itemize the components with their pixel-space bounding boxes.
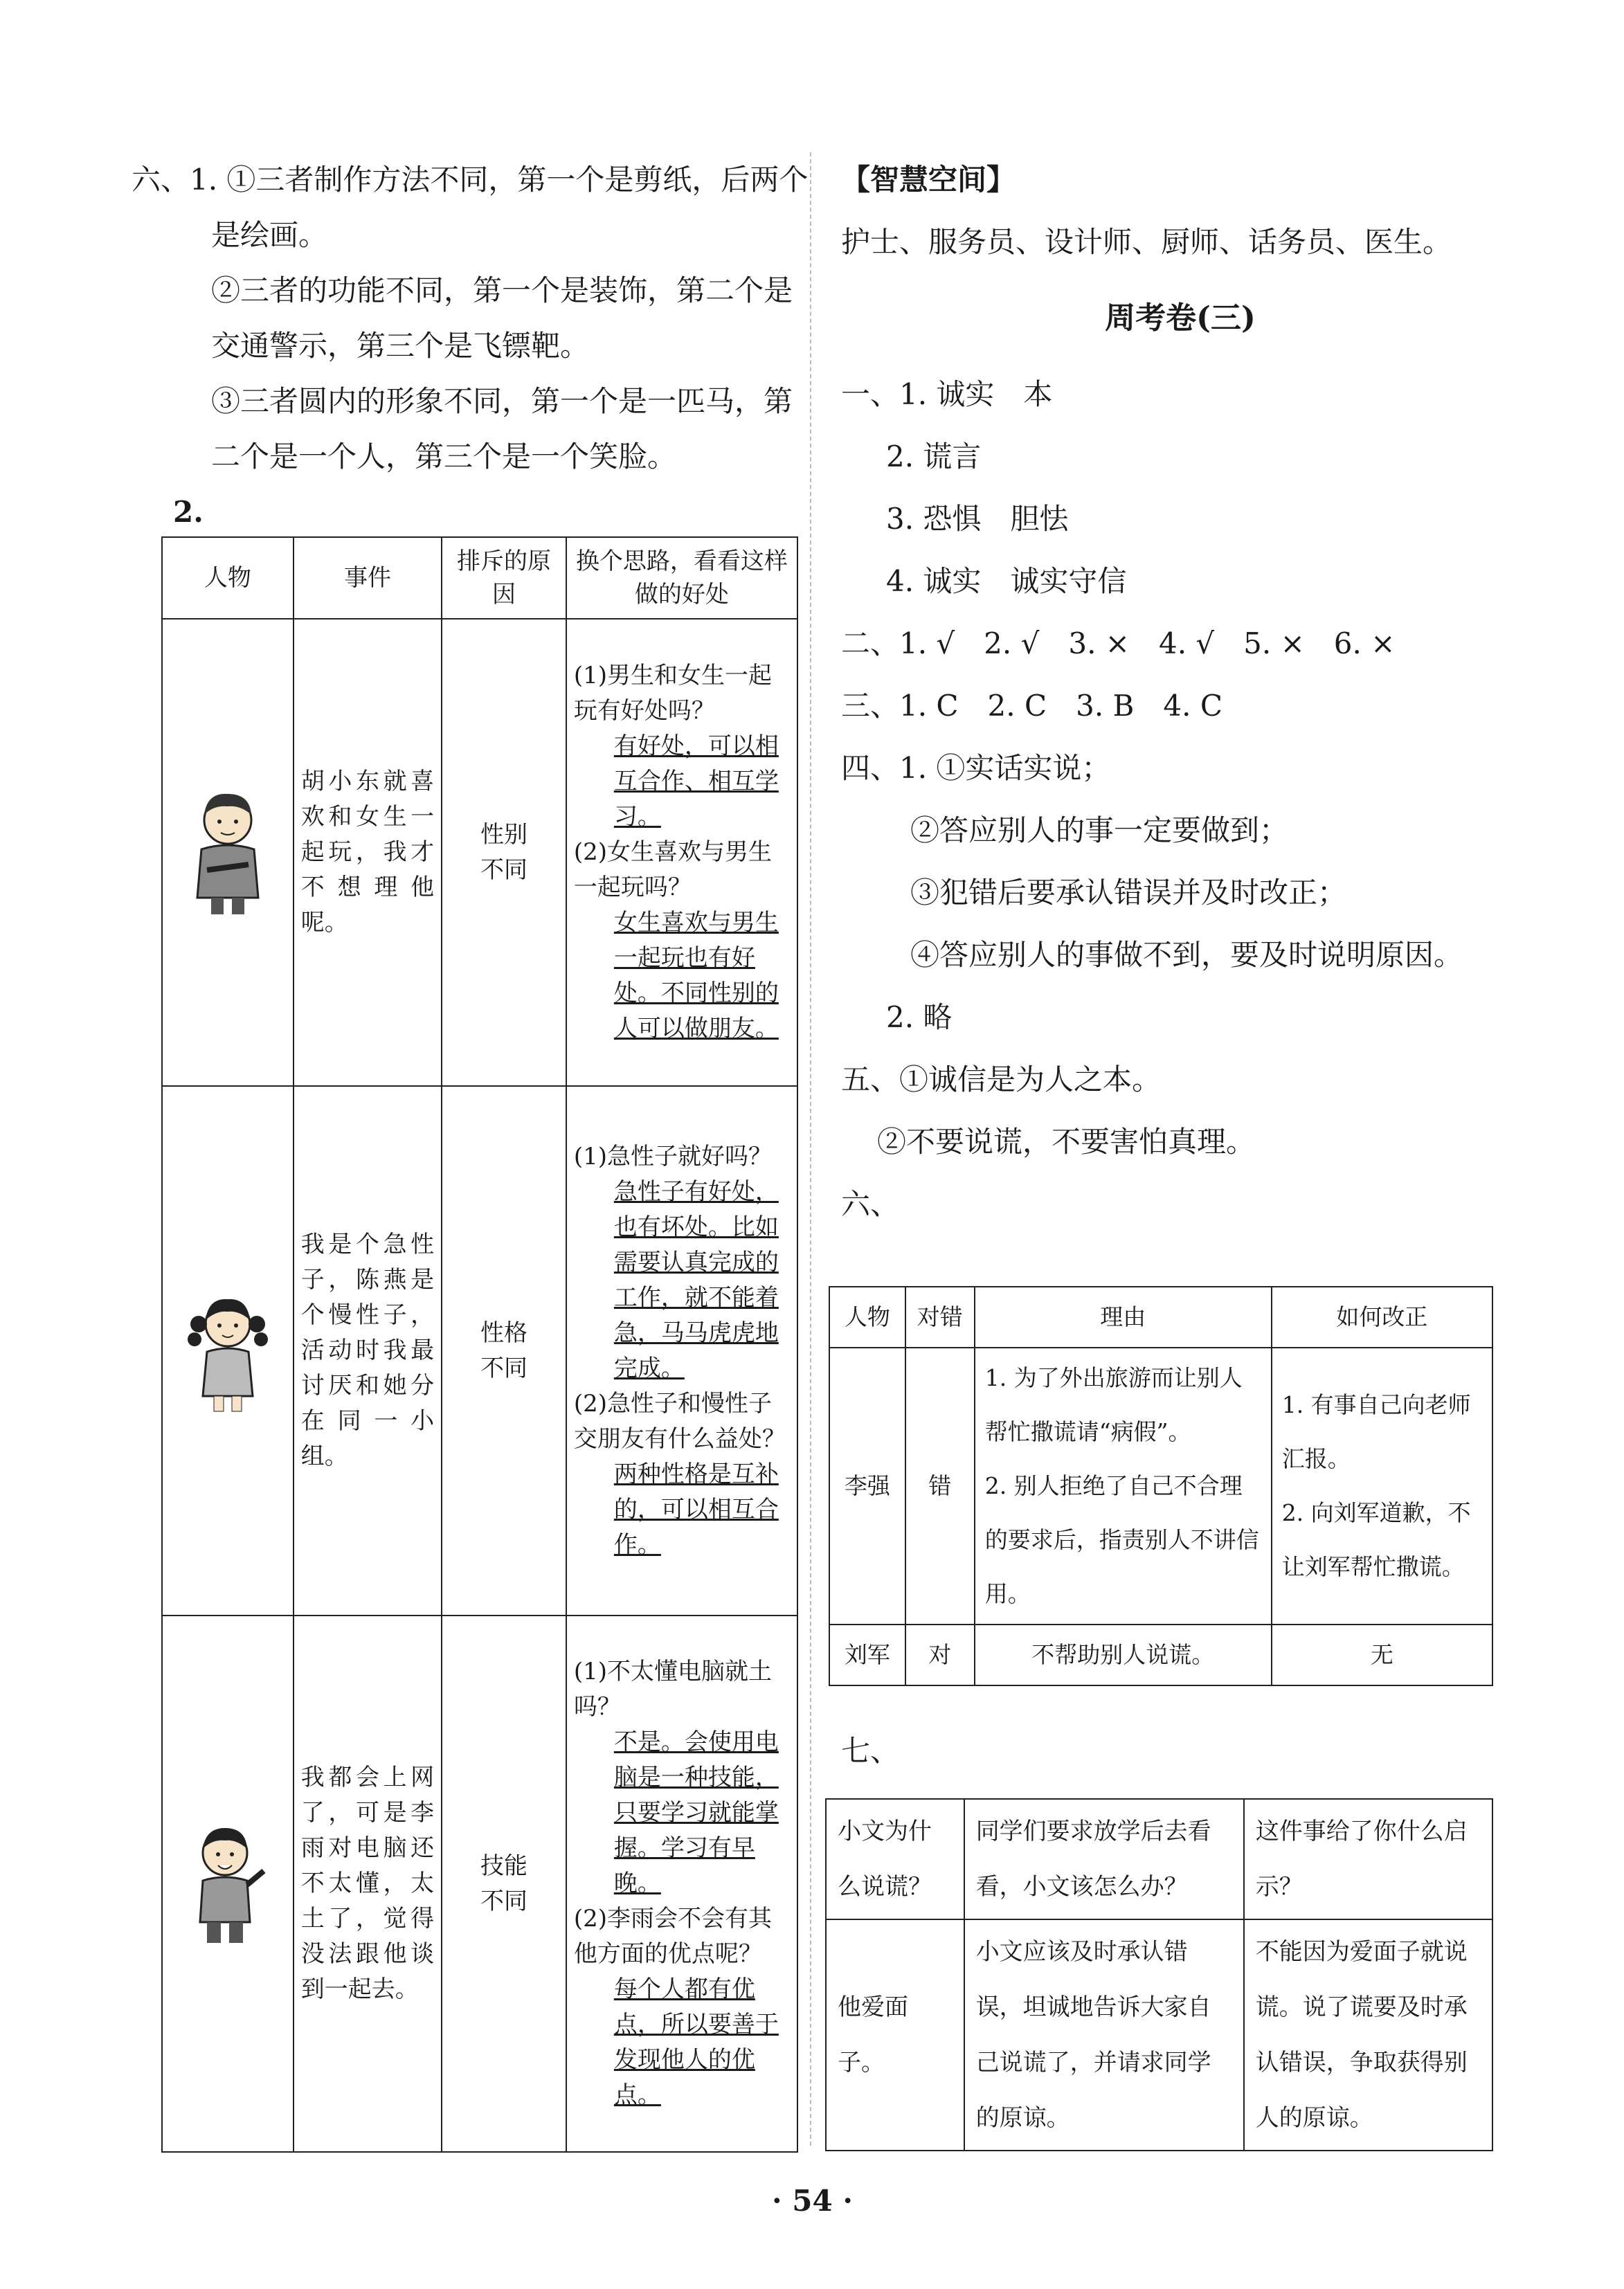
character-cell [162,1086,294,1616]
header-benefit: 换个思路，看看这样做的好处 [566,537,797,619]
section-5-item: ②不要说谎，不要害怕真理。 [877,1125,1256,1159]
benefit-question: (1)男生和女生一起玩有好处吗？ [573,662,773,725]
section-4-item: 四、1. ①实话实说； [841,751,1111,785]
wisdom-heading: 【智慧空间】 [841,163,1016,197]
boy-icon [186,787,269,919]
character-cell [162,1616,294,2152]
page-number: · 54 · [772,2184,853,2218]
what-to-do-cell: 小文应该及时承认错误，坦诚地告诉大家自己说谎了，并请求同学的原谅。 [964,1919,1244,2151]
reason-cell [975,1348,1272,1625]
benefit-cell [566,1616,797,2152]
reason-cell: 性格不同 [442,1086,566,1616]
header-character: 人物 [162,537,294,619]
benefit-answer: 急性子有好处，也有坏处。比如需要认真完成的工作，就不能着急，马马虎虎地完成。 [613,1177,779,1382]
q6-1-line3: ②三者的功能不同，第一个是装饰，第二个是 [211,273,793,307]
benefit-question: (2)女生喜欢与男生一起玩吗？ [573,838,773,901]
benefit-question: (1)不太懂电脑就土吗？ [573,1658,773,1721]
reason-cell: 技能不同 [442,1616,566,2152]
why-lie-cell: 他爱面子。 [826,1919,964,2151]
attitude-table [161,536,798,2153]
event-cell: 我都会上网了，可是李雨对电脑还不太懂，太土了，觉得没法跟他谈到一起去。 [294,1616,442,2152]
girl-icon [186,1285,269,1417]
person-cell: 李强 [829,1348,905,1625]
header-why-lie: 小文为什么说谎？ [826,1799,964,1919]
fix-item: 2. 向刘军道歉，不让刘军帮忙撒谎。 [1281,1499,1471,1580]
benefit-cell [566,1086,797,1616]
event-cell: 胡小东就喜欢和女生一起玩，我才不想理他呢。 [294,619,442,1086]
q6-1-line4: 交通警示，第三个是飞镖靶。 [211,329,590,363]
section-7-label: 七、 [841,1734,900,1768]
person-cell: 刘军 [829,1625,905,1685]
benefit-question: (2)李雨会不会有其他方面的优点呢？ [573,1905,773,1968]
section-2: 二、1. √ 2. √ 3. × 4. √ 5. × 6. × [841,626,1396,660]
fix-cell [1272,1348,1492,1625]
benefit-answer: 有好处，可以相互合作、相互学习。 [613,732,779,831]
fix-cell: 无 [1272,1625,1492,1685]
table-row [829,1625,1492,1685]
section-4-2: 2. 略 [886,1000,953,1034]
table-row [826,1919,1492,2151]
q6-1-line6: 二个是一个人，第三个是一个笑脸。 [211,440,677,473]
exam-title: 周考卷(三) [1105,300,1256,336]
benefit-answer: 两种性格是互补的，可以相互合作。 [613,1460,779,1559]
header-fix: 如何改正 [1272,1287,1492,1348]
q6-1-line2: 是绘画。 [211,218,328,252]
table-row [162,1086,797,1616]
judge-cell: 对 [905,1625,975,1685]
benefit-answer: 每个人都有优点，所以要善于发现他人的优点。 [613,1975,779,2109]
event-cell: 我是个急性子，陈燕是个慢性子，活动时我最讨厌和她分在同一小组。 [294,1086,442,1616]
reflection-table [825,1798,1493,2151]
header-person: 人物 [829,1287,905,1348]
benefit-question: (1)急性子就好吗？ [573,1142,773,1170]
left-column [125,152,810,540]
header-reason: 排斥的原因 [442,537,566,619]
wisdom-text: 护士、服务员、设计师、厨师、话务员、医生。 [841,225,1452,259]
header-what-to-do: 同学们要求放学后去看看，小文该怎么办？ [964,1799,1244,1919]
table-row [162,1616,797,2152]
q2-label: 2. [173,495,204,529]
section-1-item: 4. 诚实 诚实守信 [886,564,1127,598]
column-divider [810,152,811,2146]
table-header-row [162,537,797,619]
section-1-item: 3. 恐惧 胆怯 [886,502,1069,536]
boy-pointing-icon [186,1818,269,1950]
section-3: 三、1. C 2. C 3. B 4. C [841,689,1222,723]
table-header-row [829,1287,1492,1348]
table-row [829,1348,1492,1625]
reason-cell: 不帮助别人说谎。 [975,1625,1272,1685]
judge-cell: 错 [905,1348,975,1625]
section-1-item: 2. 谎言 [886,440,982,473]
character-cell [162,619,294,1086]
honesty-table [829,1286,1493,1686]
right-column [841,152,1519,1232]
table-header-row [826,1799,1492,1919]
header-judge: 对错 [905,1287,975,1348]
q6-1-line5: ③三者圆内的形象不同，第一个是一匹马，第 [211,384,793,418]
table-row [162,619,797,1086]
fix-item: 1. 有事自己向老师汇报。 [1281,1391,1471,1472]
header-lesson: 这件事给了你什么启示？ [1244,1799,1492,1919]
section-6-label: 六、 [841,1187,900,1221]
reason-item: 1. 为了外出旅游而让别人帮忙撒谎请“病假”。 [984,1364,1243,1445]
section-5-item: 五、①诚信是为人之本。 [841,1062,1162,1096]
section-4-item: ②答应别人的事一定要做到； [910,813,1289,847]
header-reason: 理由 [975,1287,1272,1348]
benefit-question: (2)急性子和慢性子交朋友有什么益处？ [573,1389,786,1453]
reason-item: 2. 别人拒绝了自己不合理的要求后，指责别人不讲信用。 [984,1472,1259,1607]
lesson-cell: 不能因为爱面子就说谎。说了谎要及时承认错误，争取获得别人的原谅。 [1244,1919,1492,2151]
benefit-answer: 女生喜欢与男生一起玩也有好处。不同性别的人可以做朋友。 [613,909,779,1042]
reason-cell: 性别不同 [442,619,566,1086]
section-1-item: 一、1. 诚实 本 [841,377,1053,411]
q6-1-line1: 六、1. ①三者制作方法不同，第一个是剪纸，后两个 [132,163,809,197]
header-event: 事件 [294,537,442,619]
section-4-item: ④答应别人的事做不到，要及时说明原因。 [910,938,1463,972]
benefit-answer: 不是。会使用电脑是一种技能，只要学习就能掌握。学习有早晚。 [613,1728,779,1897]
section-4-item: ③犯错后要承认错误并及时改正； [910,876,1347,910]
benefit-cell [566,619,797,1086]
